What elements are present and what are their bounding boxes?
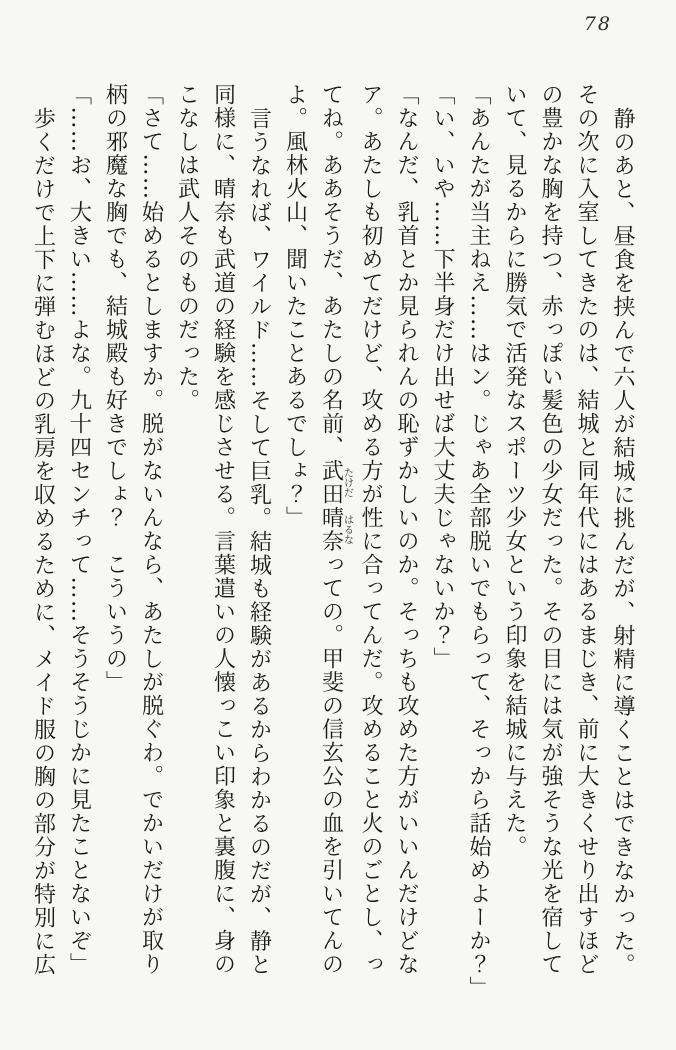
ruby-furigana: 武田たけだ	[318, 459, 353, 506]
text-column: てね。ああそうだ、あたしの名前、武田たけだ晴奈はるなっての。甲斐の信玄公の血を引いてんの	[318, 83, 353, 976]
text-column: 同様に、晴奈も武道の経験を感じさせる。言葉遣いの人懐っこい印象と裏腹に、身の	[210, 83, 236, 976]
text-column: ア。あたしも初めてだけど、攻める方が性に合ってんだ。攻めること火のごとし、っ	[358, 83, 383, 976]
text-column: 「さて……始めるとしますか。脱がないんなら、あたしが脱ぐわ。でかいだけが取り	[138, 83, 164, 976]
text-column: 言うなれば、ワイルド……そして巨乳。結城も経験があるからわかるのだが、静と	[246, 107, 272, 977]
text-block	[25, 83, 641, 1003]
text-column: 「……お、大きい……よな。九十四センチって……そうそうじかに見たことないぞ」	[66, 83, 92, 976]
text-column: 柄の邪魔な胸でも、結城殿も好きでしょ？ こういうの」	[102, 83, 128, 694]
text-column: いて、見るからに勝気で活発なスポーツ少女という印象を結城に与えた。	[502, 83, 527, 859]
text-column: 「なんだ、乳首とか見られんの恥ずかしいのか。そっちも攻めた方がいいんだけどな	[394, 83, 419, 976]
text-column: 静のあと、昼食を挟んで六人が結城に挑んだが、射精に導くことはできなかった。	[610, 107, 635, 977]
text-column: 「い、いや……下半身だけ出せば大丈夫じゃないか？」	[430, 83, 455, 671]
ruby-furigana: 晴奈はるな	[318, 506, 353, 553]
text-column: その次に入室してきたのは、結城と同年代にはあるまじき、前に大きくせり出すほど	[574, 83, 599, 976]
page-number: 78	[583, 13, 612, 35]
text-column: 「あんたが当主ねえ……はン。じゃあ全部脱いでもらって、そっから話始めよーか？」	[466, 83, 491, 1000]
text-column: こなしは武人そのものだった。	[174, 83, 200, 412]
text-column: 歩くだけで上下に弾むほどの乳房を収めるために、メイド服の胸の部分が特別に広	[30, 107, 56, 977]
text-column: よ。風林火山、聞いたことあるでしょ？」	[282, 83, 308, 530]
text-column: の豊かな胸を持つ、赤っぽい髪色の少女だった。その目には気が強そうな光を宿して	[538, 83, 563, 976]
